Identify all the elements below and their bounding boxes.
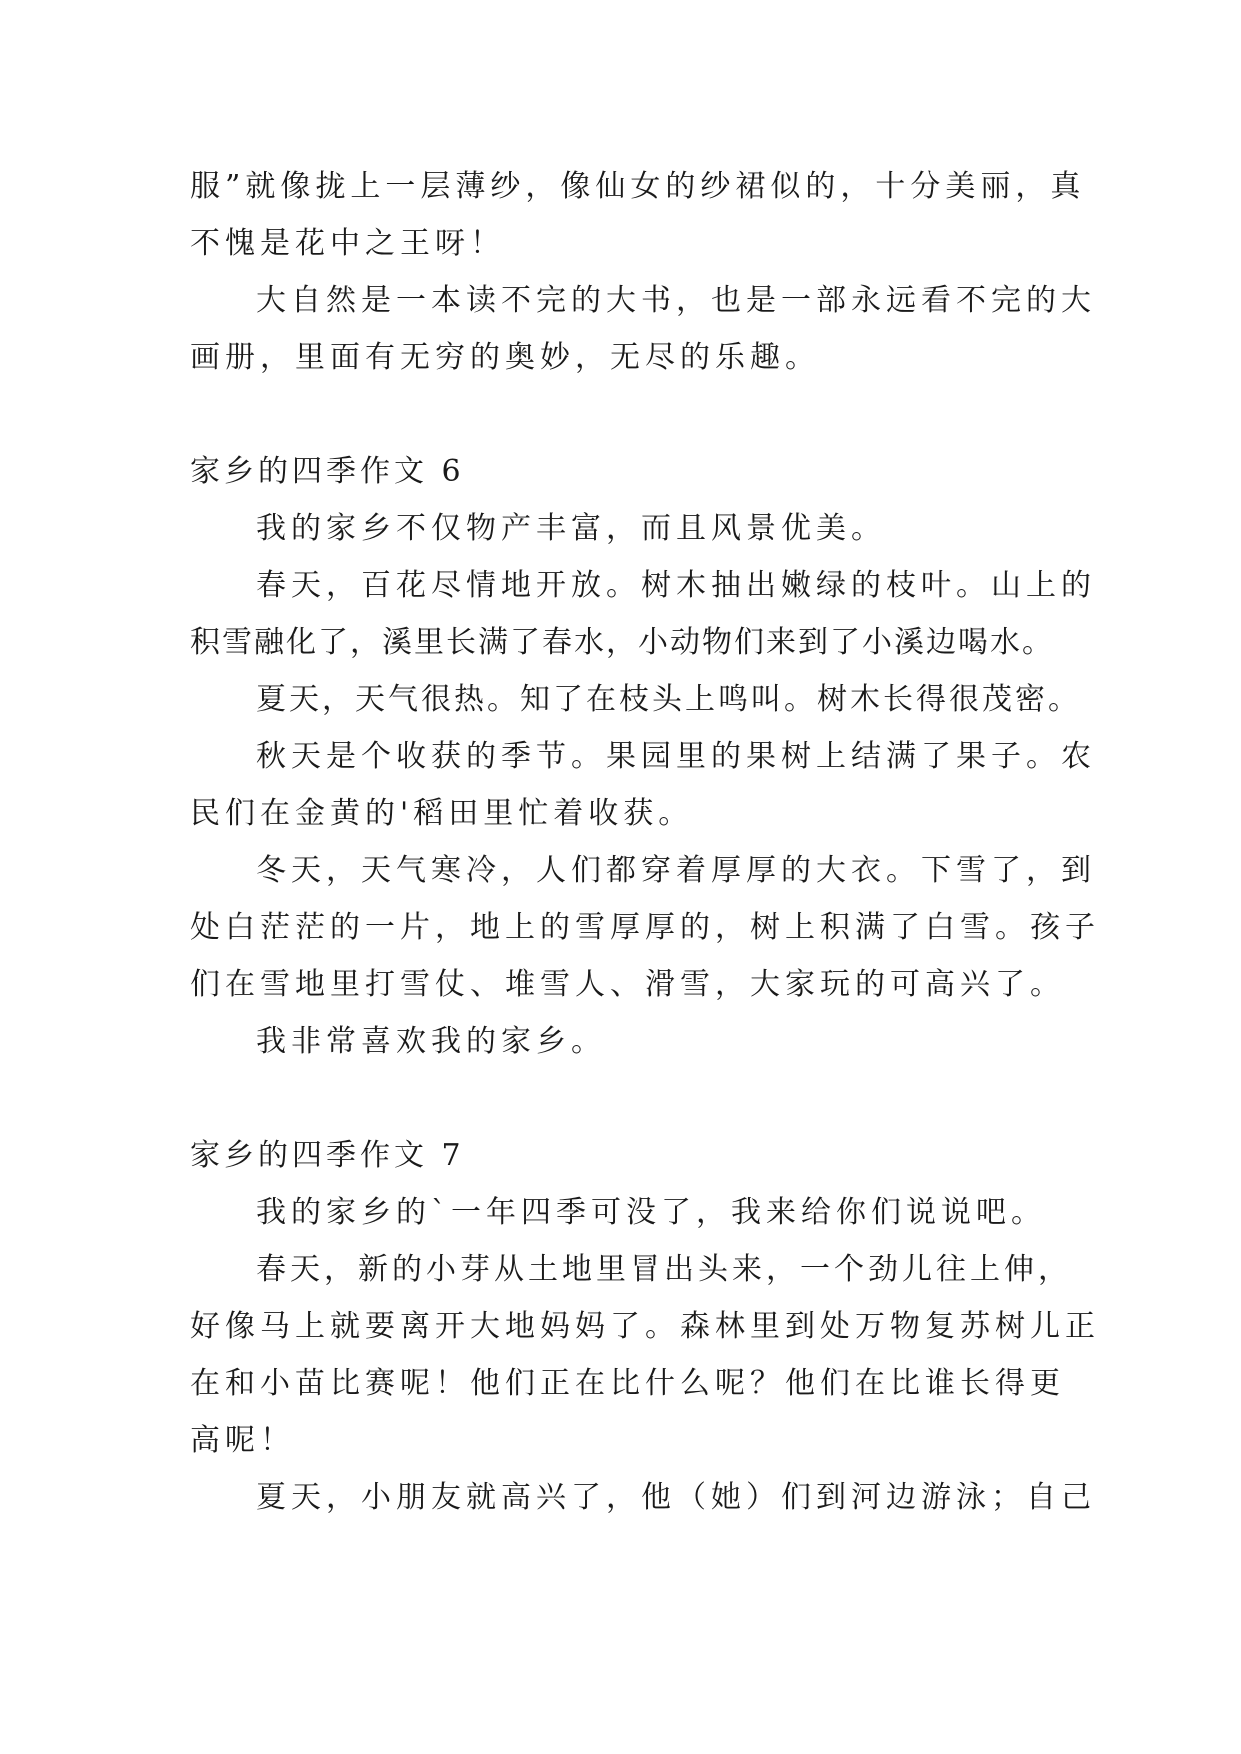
blank-line	[190, 386, 1050, 443]
blank-line	[190, 1070, 1050, 1127]
text-line: 高呢！	[190, 1423, 295, 1458]
text-line: 服”就像拢上一层薄纱，像仙女的纱裙似的，十分美丽，真	[190, 169, 1086, 204]
section-heading-6: 家乡的四季作文 6	[190, 454, 465, 489]
paragraph-start: 大自然是一本读不完的大书，也是一部永远看不完的大	[256, 283, 1096, 318]
text-line: 不愧是花中之王呀！	[190, 226, 505, 261]
text-line: 好像马上就要离开大地妈妈了。森林里到处万物复苏树儿正	[190, 1309, 1100, 1344]
paragraph-start: 我非常喜欢我的家乡。	[256, 1024, 606, 1059]
paragraph-start: 春天，新的小芽从土地里冒出头来，一个劲儿往上伸，	[256, 1252, 1072, 1287]
text-line: 们在雪地里打雪仗、堆雪人、滑雪，大家玩的可高兴了。	[190, 967, 1065, 1002]
text-line: 在和小苗比赛呢！他们正在比什么呢？他们在比谁长得更	[190, 1366, 1065, 1401]
text-line: 积雪融化了，溪里长满了春水，小动物们来到了小溪边喝水。	[190, 625, 1054, 660]
text-line: 处白茫茫的一片，地上的雪厚厚的，树上积满了白雪。孩子	[190, 910, 1100, 945]
paragraph-start: 夏天，天气很热。知了在枝头上鸣叫。树木长得很茂密。	[256, 682, 1081, 717]
section-heading-7: 家乡的四季作文 7	[190, 1138, 465, 1173]
paragraph-start: 夏天，小朋友就高兴了，他（她）们到河边游泳；自己	[256, 1480, 1096, 1515]
paragraph-start: 秋天是个收获的季节。果园里的果树上结满了果子。农	[256, 739, 1096, 774]
document-body	[190, 158, 1100, 1526]
text-line: 画册，里面有无穷的奥妙，无尽的乐趣。	[190, 340, 820, 375]
text-line: 民们在金黄的'稻田里忙着收获。	[190, 796, 694, 831]
paragraph-start: 冬天，天气寒冷，人们都穿着厚厚的大衣。下雪了，到	[256, 853, 1096, 888]
paragraph-start: 我的家乡不仅物产丰富，而且风景优美。	[256, 511, 886, 546]
paragraph-start: 春天，百花尽情地开放。树木抽出嫩绿的枝叶。山上的	[256, 568, 1096, 603]
paragraph-start: 我的家乡的`一年四季可没了，我来给你们说说吧。	[256, 1195, 1046, 1230]
